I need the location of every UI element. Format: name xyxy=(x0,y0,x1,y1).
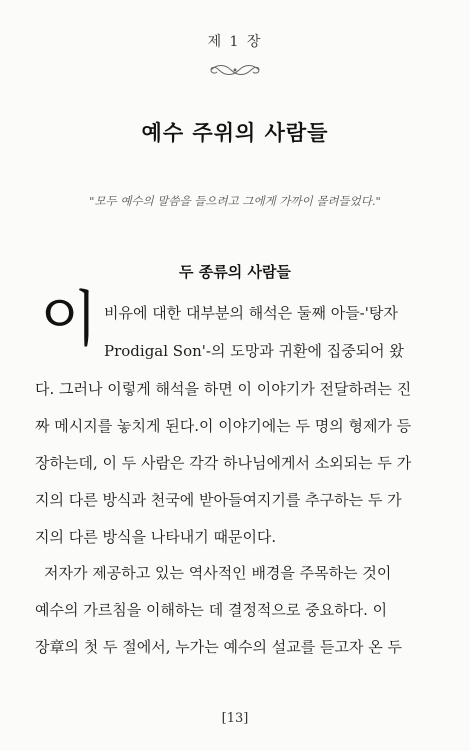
body-line: 저자가 제공하고 있는 역사적인 배경을 주목하는 것이 xyxy=(44,564,392,582)
body-line: 지의 다른 방식을 나타내기 때문이다. xyxy=(35,528,277,546)
body-line: 장章의 첫 두 절에서, 누가는 예수의 설교를 듣고자 온 두 xyxy=(35,638,402,656)
chapter-title: 예수 주위의 사람들 xyxy=(141,120,329,145)
page-number: [13] xyxy=(221,711,249,726)
body-line: 비유에 대한 대부분의 해석은 둘째 아들-'탕자 xyxy=(104,304,398,322)
epigraph-quote: "모두 예수의 말씀을 들으려고 그에게 가까이 몰려들었다." xyxy=(89,194,381,208)
body-line: 다. 그러나 이렇게 해석을 하면 이 이야기가 전달하려는 진 xyxy=(35,380,412,398)
drop-cap: 이 xyxy=(40,285,98,355)
ornament-icon xyxy=(207,62,263,78)
body-line: Prodigal Son'-의 도망과 귀환에 집중되어 왔 xyxy=(104,342,404,360)
body-line: 장하는데, 이 두 사람은 각각 하나님에게서 소외되는 두 가 xyxy=(35,454,412,472)
body-line: 예수의 가르침을 이해하는 데 결정적으로 중요하다. 이 xyxy=(35,601,388,619)
body-line: 짜 메시지를 놓치게 된다.이 이야기에는 두 명의 형제가 등 xyxy=(35,417,412,435)
section-heading: 두 종류의 사람들 xyxy=(179,263,291,281)
chapter-label: 제 1 장 xyxy=(207,34,263,50)
body-line: 지의 다른 방식과 천국에 받아들여지기를 추구하는 두 가 xyxy=(35,491,402,509)
